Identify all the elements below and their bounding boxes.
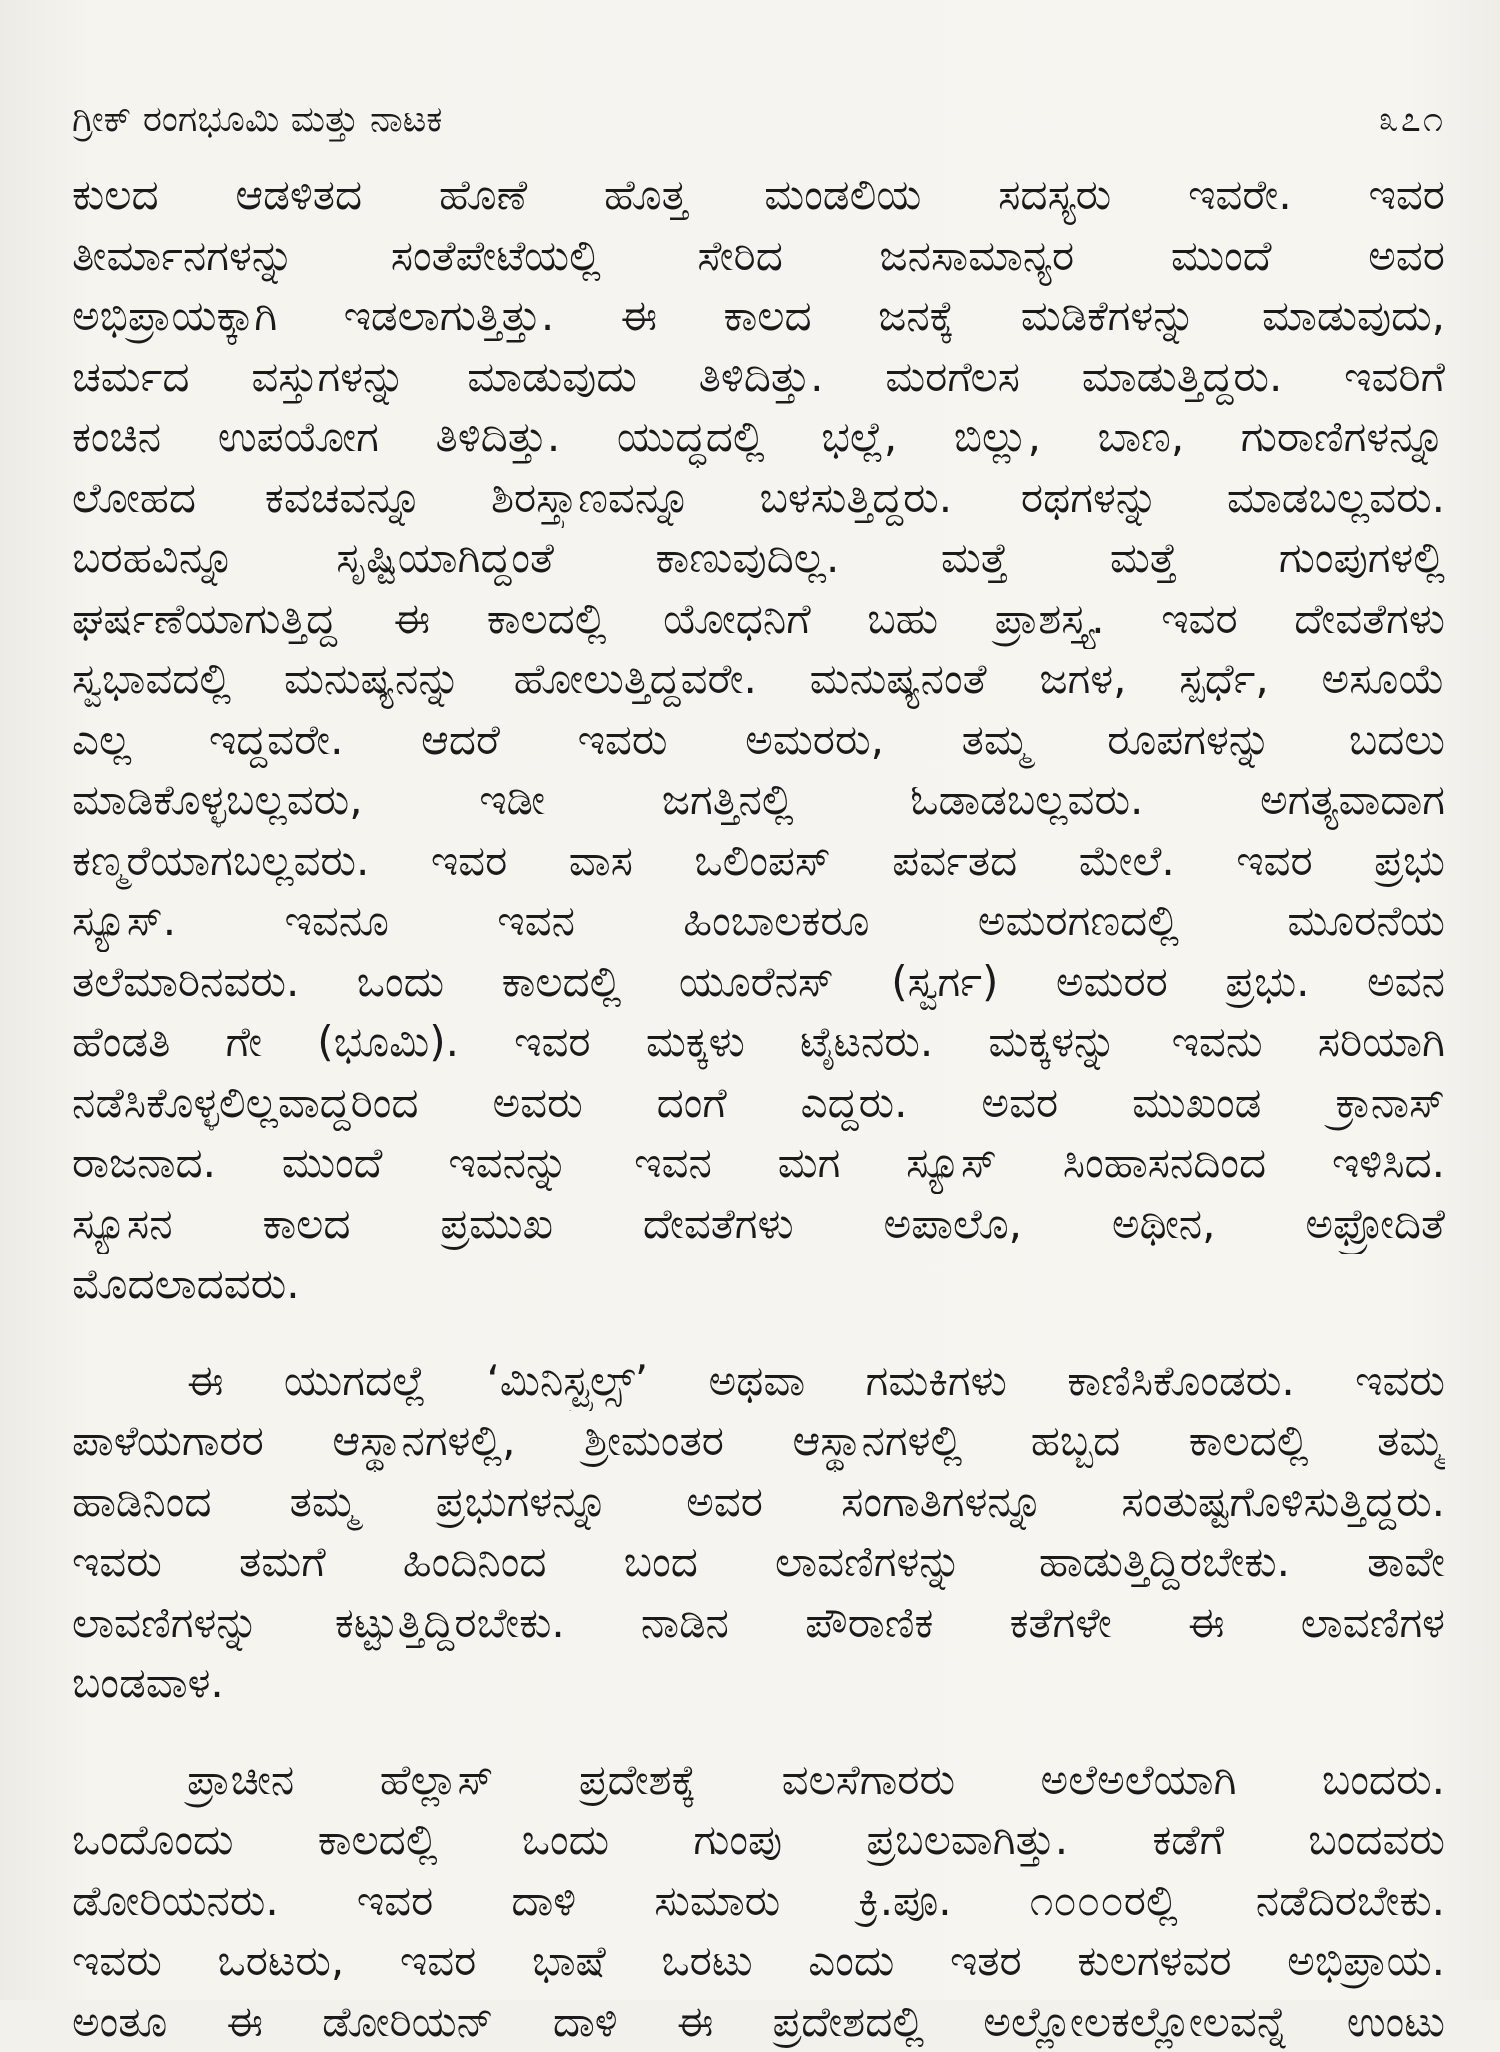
- text-line: ಸ್ವಭಾವದಲ್ಲಿ ಮನುಷ್ಯನನ್ನು ಹೋಲುತ್ತಿದ್ದವರೇ. ಮನುಷ್ಯನಂತೆ ಜಗಳ, ಸ್ಪರ್ಧೆ, ಅಸೂಯೆ: [72, 649, 1445, 710]
- text-line: ಬಂಡವಾಳ.: [72, 1653, 1445, 1714]
- paragraph-3: [72, 1750, 1445, 2052]
- text-line: ಘರ್ಷಣೆಯಾಗುತ್ತಿದ್ದ ಈ ಕಾಲದಲ್ಲಿ ಯೋಧನಿಗೆ ಬಹು ಪ್ರಾಶಸ್ತ್ಯ. ಇವರ ದೇವತೆಗಳು: [72, 589, 1445, 650]
- text-line: ತೀರ್ಮಾನಗಳನ್ನು ಸಂತೆಪೇಟೆಯಲ್ಲಿ ಸೇರಿದ ಜನಸಾಮಾನ್ಯರ ಮುಂದೆ ಅವರ: [72, 226, 1445, 287]
- text-line: ಇವರು ಒರಟರು, ಇವರ ಭಾಷೆ ಒರಟು ಎಂದು ಇತರ ಕುಲಗಳವರ ಅಭಿಪ್ರಾಯ.: [72, 1931, 1445, 1992]
- text-line: ರಾಜನಾದ. ಮುಂದೆ ಇವನನ್ನು ಇವನ ಮಗ ಸ್ಯೂಸ್ ಸಿಂಹಾಸನದಿಂದ ಇಳಿಸಿದ.: [72, 1133, 1445, 1194]
- text-line: ಕುಲದ ಆಡಳಿತದ ಹೊಣೆ ಹೊತ್ತ ಮಂಡಲಿಯ ಸದಸ್ಯರು ಇವರೇ. ಇವರ: [72, 165, 1445, 226]
- text-line: ಕಣ್ಮರೆಯಾಗಬಲ್ಲವರು. ಇವರ ವಾಸ ಒಲಿಂಪಸ್ ಪರ್ವತದ ಮೇಲೆ. ಇವರ ಪ್ರಭು: [72, 831, 1445, 892]
- page-number: ೩೭೧: [1379, 99, 1445, 141]
- body-text: [72, 165, 1445, 2052]
- paragraph-gap: [72, 1315, 1445, 1351]
- text-line: ಒಂದೊಂದು ಕಾಲದಲ್ಲಿ ಒಂದು ಗುಂಪು ಪ್ರಬಲವಾಗಿತ್ತು. ಕಡೆಗೆ ಬಂದವರು: [72, 1810, 1445, 1871]
- text-line: ನಡೆಸಿಕೊಳ್ಳಲಿಲ್ಲವಾದ್ದರಿಂದ ಅವರು ದಂಗೆ ಎದ್ದರು. ಅವರ ಮುಖಂಡ ಕ್ರಾನಾಸ್: [72, 1073, 1445, 1134]
- text-line: ಪ್ರಾಚೀನ ಹೆಲ್ಲಾಸ್ ಪ್ರದೇಶಕ್ಕೆ ವಲಸೆಗಾರರು ಅಲೆಅಲೆಯಾಗಿ ಬಂದರು.: [72, 1750, 1445, 1811]
- text-line: ಬರಹವಿನ್ನೂ ಸೃಷ್ಟಿಯಾಗಿದ್ದಂತೆ ಕಾಣುವುದಿಲ್ಲ. ಮತ್ತೆ ಮತ್ತೆ ಗುಂಪುಗಳಲ್ಲಿ: [72, 528, 1445, 589]
- chapter-title: ಗ್ರೀಕ್ ರಂಗಭೂಮಿ ಮತ್ತು ನಾಟಕ: [72, 99, 442, 141]
- text-line: ಮಾಡಿಕೊಳ್ಳಬಲ್ಲವರು, ಇಡೀ ಜಗತ್ತಿನಲ್ಲಿ ಓಡಾಡಬಲ್ಲವರು. ಅಗತ್ಯವಾದಾಗ: [72, 770, 1445, 831]
- text-line: ಚರ್ಮದ ವಸ್ತುಗಳನ್ನು ಮಾಡುವುದು ತಿಳಿದಿತ್ತು. ಮರಗೆಲಸ ಮಾಡುತ್ತಿದ್ದರು. ಇವರಿಗೆ: [72, 347, 1445, 408]
- text-line: ಅಭಿಪ್ರಾಯಕ್ಕಾಗಿ ಇಡಲಾಗುತ್ತಿತ್ತು. ಈ ಕಾಲದ ಜನಕ್ಕೆ ಮಡಿಕೆಗಳನ್ನು ಮಾಡುವುದು,: [72, 286, 1445, 347]
- text-line: ಇವರು ತಮಗೆ ಹಿಂದಿನಿಂದ ಬಂದ ಲಾವಣಿಗಳನ್ನು ಹಾಡುತ್ತಿದ್ದಿರಬೇಕು. ತಾವೇ: [72, 1532, 1445, 1593]
- text-line: ಅಂತೂ ಈ ಡೋರಿಯನ್ ದಾಳಿ ಈ ಪ್ರದೇಶದಲ್ಲಿ ಅಲ್ಲೋಲಕಲ್ಲೋಲವನ್ನೆ ಉಂಟು: [72, 1992, 1445, 2052]
- paragraph-2: [72, 1351, 1445, 1714]
- text-line: ಲೋಹದ ಕವಚವನ್ನೂ ಶಿರಸ್ತ್ರಾಣವನ್ನೂ ಬಳಸುತ್ತಿದ್ದರು. ರಥಗಳನ್ನು ಮಾಡಬಲ್ಲವರು.: [72, 468, 1445, 529]
- text-line: ಸ್ಯೂಸನ ಕಾಲದ ಪ್ರಮುಖ ದೇವತೆಗಳು ಅಪಾಲೊ, ಅಥೀನ, ಅಫ್ರೋದಿತೆ: [72, 1194, 1445, 1255]
- text-line: ಡೋರಿಯನರು. ಇವರ ದಾಳಿ ಸುಮಾರು ಕ್ರಿ.ಪೂ. ೧೦೦೦ರಲ್ಲಿ ನಡೆದಿರಬೇಕು.: [72, 1871, 1445, 1932]
- text-line: ಎಲ್ಲ ಇದ್ದವರೇ. ಆದರೆ ಇವರು ಅಮರರು, ತಮ್ಮ ರೂಪಗಳನ್ನು ಬದಲು: [72, 710, 1445, 771]
- text-line: ಈ ಯುಗದಲ್ಲೆ ‘ಮಿನಿಸ್ಟ್ರಲ್ಸ್’ ಅಥವಾ ಗಮಕಿಗಳು ಕಾಣಿಸಿಕೊಂಡರು. ಇವರು: [72, 1351, 1445, 1412]
- text-line: ಪಾಳೆಯಗಾರರ ಆಸ್ಥಾನಗಳಲ್ಲಿ, ಶ್ರೀಮಂತರ ಆಸ್ಥಾನಗಳಲ್ಲಿ ಹಬ್ಬದ ಕಾಲದಲ್ಲಿ ತಮ್ಮ: [72, 1411, 1445, 1472]
- paragraph-gap: [72, 1714, 1445, 1750]
- paragraph-1: [72, 165, 1445, 1315]
- text-line: ಲಾವಣಿಗಳನ್ನು ಕಟ್ಟುತ್ತಿದ್ದಿರಬೇಕು. ನಾಡಿನ ಪೌರಾಣಿಕ ಕತೆಗಳೇ ಈ ಲಾವಣಿಗಳ: [72, 1593, 1445, 1654]
- text-line: ಸ್ಯೂಸ್. ಇವನೂ ಇವನ ಹಿಂಬಾಲಕರೂ ಅಮರಗಣದಲ್ಲಿ ಮೂರನೆಯ: [72, 891, 1445, 952]
- text-line: ಹೆಂಡತಿ ಗೇ (ಭೂಮಿ). ಇವರ ಮಕ್ಕಳು ಟೈಟನರು. ಮಕ್ಕಳನ್ನು ಇವನು ಸರಿಯಾಗಿ: [72, 1012, 1445, 1073]
- text-line: ಕಂಚಿನ ಉಪಯೋಗ ತಿಳಿದಿತ್ತು. ಯುದ್ಧದಲ್ಲಿ ಭಲ್ಲೆ, ಬಿಲ್ಲು, ಬಾಣ, ಗುರಾಣಿಗಳನ್ನೂ: [72, 407, 1445, 468]
- text-line: ತಲೆಮಾರಿನವರು. ಒಂದು ಕಾಲದಲ್ಲಿ ಯೂರೆನಸ್ (ಸ್ವರ್ಗ) ಅಮರರ ಪ್ರಭು. ಅವನ: [72, 952, 1445, 1013]
- running-header: [72, 95, 1445, 145]
- text-line: ಮೊದಲಾದವರು.: [72, 1254, 1445, 1315]
- text-line: ಹಾಡಿನಿಂದ ತಮ್ಮ ಪ್ರಭುಗಳನ್ನೂ ಅವರ ಸಂಗಾತಿಗಳನ್ನೂ ಸಂತುಷ್ಟಗೊಳಿಸುತ್ತಿದ್ದರು.: [72, 1472, 1445, 1533]
